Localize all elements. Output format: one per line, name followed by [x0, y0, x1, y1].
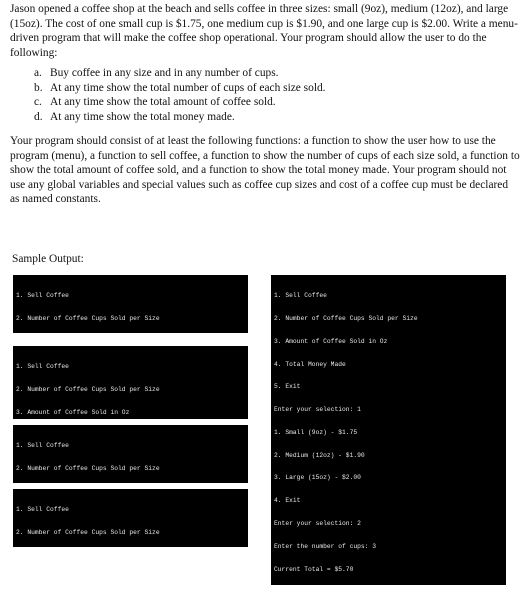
terminal-line: 2. Number of Coffee Cups Sold per Size	[16, 464, 160, 472]
terminal-output-4	[13, 489, 248, 547]
task-text: At any time show the total amount of coffee sold.	[50, 96, 276, 109]
assignment-text	[10, 2, 520, 207]
terminal-line: 3. Amount of Coffee Sold in Oz	[16, 408, 130, 416]
terminal-line: Enter your selection: 1	[274, 406, 361, 414]
terminal-line: 1. Sell Coffee	[16, 292, 69, 300]
terminal-line: 3. Amount of Coffee Sold in Oz	[274, 337, 388, 345]
task-text: At any time show the total money made.	[50, 110, 235, 123]
task-text: Buy coffee in any size and in any number of cups.	[50, 67, 279, 80]
terminal-line: 1. Sell Coffee	[274, 292, 327, 300]
sample-output-label: Sample Output:	[12, 253, 84, 265]
terminal-line: 2. Number of Coffee Cups Sold per Size	[16, 385, 160, 393]
intro-paragraph: Jason opened a coffee shop at the beach and sells coffee in three sizes: small (9oz), medium (12oz), and large (15oz). The cost of one small cup is $1.75, one medium cup is $1.90, and one large cup is $2.00. Write a menu-driven program that will make the coffee shop operational. Your program should allow the user to do the following:	[10, 3, 518, 59]
terminal-line: Enter the number of cups: 3	[274, 542, 377, 550]
terminal-output-3	[13, 425, 248, 483]
requirements-paragraph: Your program should consist of at least the following functions: a function to show the user how to use the program (menu), a function to sell coffee, a function to show the number of cups of each size sold, a function to show the total amount of coffee sold, and a function to show the total money made. Your program should not use any global variables and special values such as coffee cup sizes and cost of a coffee cup must be declared as named constants.	[10, 135, 520, 206]
terminal-output-2	[13, 346, 248, 419]
terminal-line: 4. Total Money Made	[274, 360, 346, 368]
task-item	[34, 66, 520, 80]
terminal-line: 4. Exit	[274, 497, 301, 505]
terminal-line: 5. Exit	[274, 383, 301, 391]
task-list	[10, 66, 520, 124]
task-marker: d.	[34, 110, 43, 123]
terminal-line: 3. Large (15oz) - $2.00	[274, 474, 361, 482]
terminal-line: 2. Number of Coffee Cups Sold per Size	[274, 314, 418, 322]
terminal-line: 1. Sell Coffee	[16, 363, 69, 371]
task-item	[34, 95, 520, 109]
terminal-line: Enter your selection: 2	[274, 520, 361, 527]
terminal-output-main	[271, 275, 506, 585]
terminal-line: 2. Number of Coffee Cups Sold per Size	[16, 314, 160, 322]
task-item	[34, 110, 520, 124]
task-marker: b.	[34, 81, 43, 94]
terminal-output-1	[13, 275, 248, 333]
task-item	[34, 81, 520, 95]
task-marker: a.	[34, 67, 42, 80]
terminal-line: 1. Sell Coffee	[16, 506, 69, 514]
terminal-line: 2. Number of Coffee Cups Sold per Size	[16, 528, 160, 536]
task-text: At any time show the total number of cups of each size sold.	[50, 81, 326, 94]
task-marker: c.	[34, 96, 42, 109]
terminal-line: 2. Medium (12oz) - $1.90	[274, 451, 365, 459]
terminal-line: 1. Small (9oz) - $1.75	[274, 428, 358, 436]
terminal-line: Current Total = $5.70	[274, 565, 354, 573]
terminal-line: 1. Sell Coffee	[16, 442, 69, 450]
